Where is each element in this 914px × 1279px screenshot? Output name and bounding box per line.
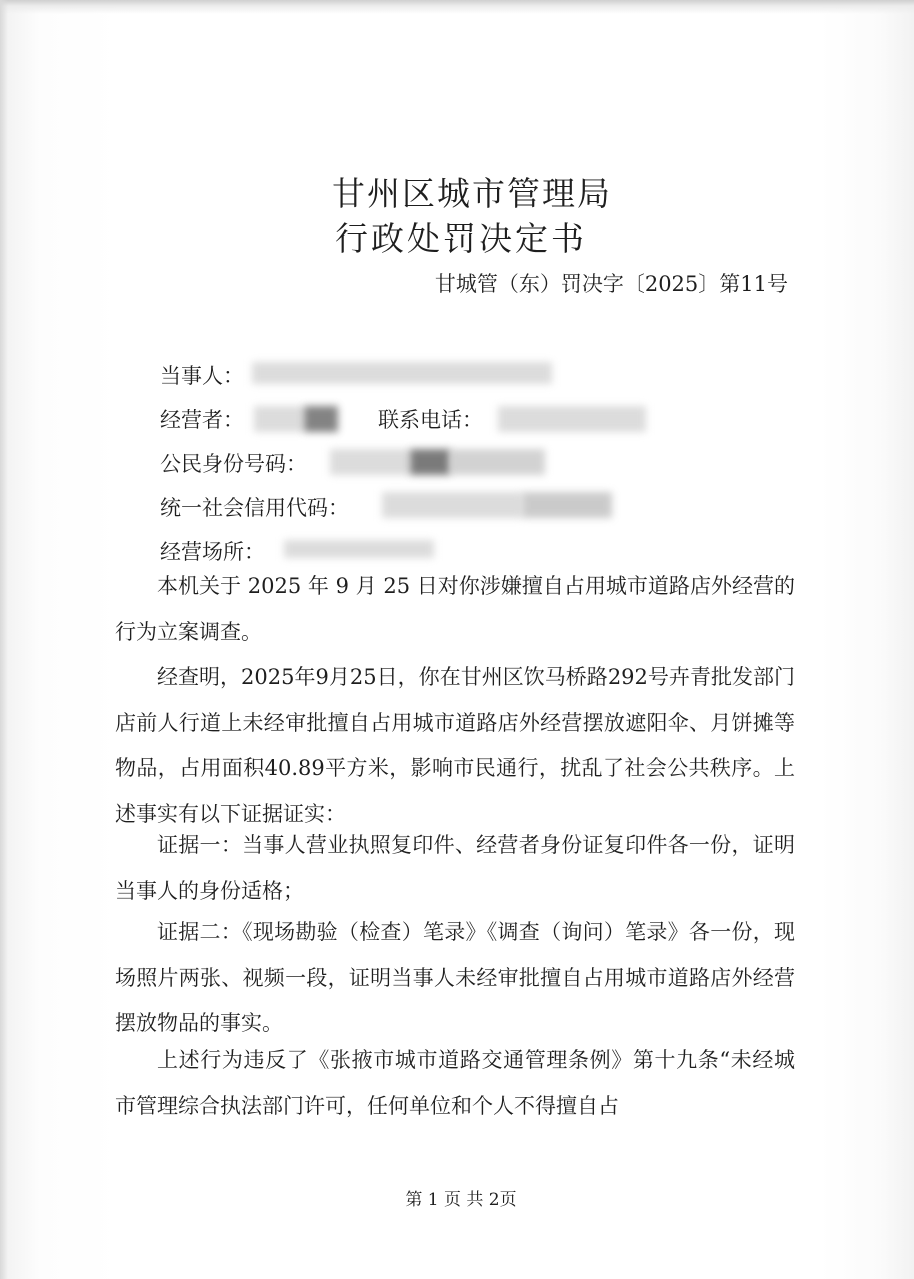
redacted-id-b	[410, 449, 450, 475]
redacted-credit-code-a	[382, 492, 522, 518]
phone-label: 联系电话：	[378, 408, 483, 432]
redacted-phone	[498, 406, 646, 432]
document-type-title: 行政处罚决定书	[335, 219, 587, 258]
redacted-operator-name-a	[254, 406, 304, 432]
premises-label: 经营场所：	[160, 540, 265, 564]
operator-label: 经营者：	[160, 408, 244, 432]
redacted-premises	[284, 540, 434, 558]
redacted-credit-code-b	[522, 492, 612, 518]
document-number: 甘城管（东）罚决字〔2025〕第11号	[434, 272, 788, 296]
redacted-id-c	[450, 449, 545, 475]
paragraph-evidence-two: 证据二：《现场勘验（检查）笔录》《调查（询问）笔录》各一份，现场照片两张、视频一段，证明当事人未经审批擅自占用城市道路店外经营摆放物品的事实。	[115, 920, 795, 1035]
authority-title: 甘州区城市管理局	[332, 174, 612, 213]
paragraph-findings: 经查明，2025年9月25日，你在甘州区饮马桥路292号卉青批发部门店前人行道上未经审批擅自占用城市道路店外经营摆放遮阳伞、月饼摊等物品，占用面积40.89平方米，影响市民通行，扰乱了社会公共秩序。上述事实有以下证据证实：	[115, 665, 795, 826]
redacted-id-a	[330, 449, 410, 475]
paper-top-edge	[0, 0, 914, 14]
redacted-party-name	[252, 362, 552, 384]
paragraph-case-filing: 本机关于 2025 年 9 月 25 日对你涉嫌擅自占用城市道路店外经营的行为立案调查。	[115, 574, 795, 644]
redacted-operator-name-b	[304, 406, 338, 432]
party-label: 当事人：	[160, 364, 244, 388]
paragraph-legal-basis: 上述行为违反了《张掖市城市道路交通管理条例》第十九条“未经城市管理综合执法部门许可，任何单位和个人不得擅自占	[115, 1048, 795, 1118]
id-number-label: 公民身份号码：	[160, 452, 307, 476]
paragraph-evidence-one: 证据一：当事人营业执照复印件、经营者身份证复印件各一份，证明当事人的身份适格；	[115, 833, 795, 903]
page-indicator: 第 1 页 共 2页	[405, 1190, 517, 1210]
credit-code-label: 统一社会信用代码：	[160, 496, 349, 520]
